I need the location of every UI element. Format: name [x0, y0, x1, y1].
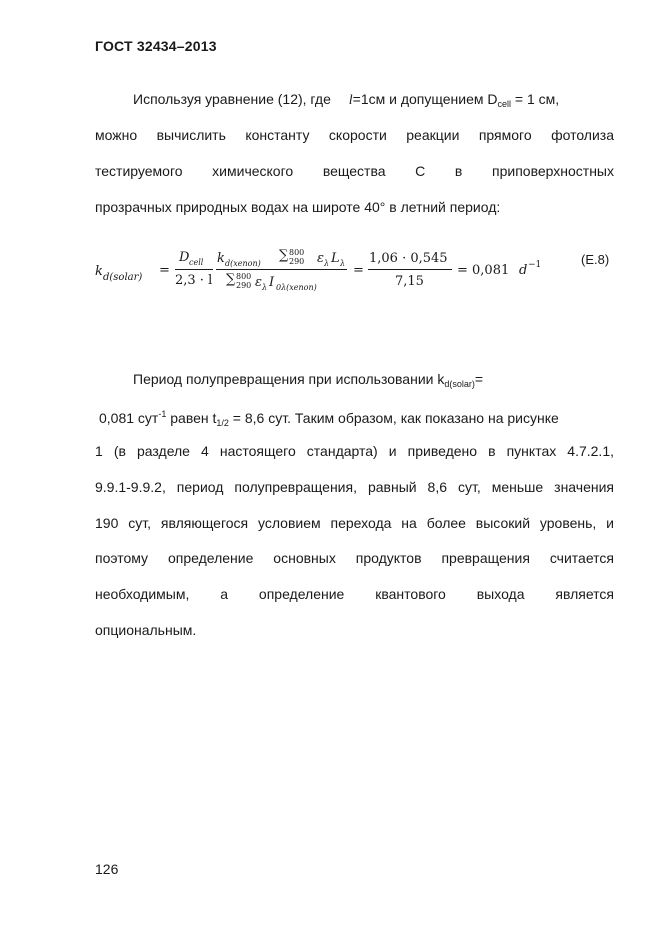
- eq-lhs-sub: d(solar): [103, 272, 143, 283]
- equation-e8: [95, 248, 555, 298]
- eq-frac2-den-eps-sub: λ: [262, 283, 268, 292]
- paragraph-2-line-7: необходимым, а определение квантового выхода является: [95, 586, 614, 602]
- p1-l1-text-c: = 1 см,: [511, 91, 560, 107]
- p2-l2-sup: -1: [158, 409, 167, 419]
- paragraph-2-line-4: 9.9.1-9.9.2, период полупревращения, равный 8,6 сут, меньше значения: [95, 479, 614, 495]
- paragraph-1-line-3: тестируемого химического вещества С в приповерхностных: [95, 163, 614, 179]
- eq-lhs-k: k: [95, 264, 103, 279]
- eq-frac2-den-lim-bot: 290: [236, 281, 252, 290]
- document-header: ГОСТ 32434–2013: [95, 38, 217, 54]
- eq-frac2-den-lim-top: 800: [236, 272, 252, 281]
- eq-frac2-bar: [216, 269, 347, 270]
- eq-frac1-bar: [175, 269, 213, 270]
- p2-l1-sub: d(solar): [444, 379, 475, 389]
- eq-frac2-den-eps: ε: [255, 275, 262, 290]
- eq-equals-2: =: [353, 263, 364, 278]
- eq-frac2-den-sum-icon: ∑: [226, 272, 236, 287]
- eq-frac2-sum-icon: ∑: [279, 248, 289, 263]
- p2-l2-text-c: = 8,6 сут. Таким образом, как показано на рисунке: [228, 410, 559, 426]
- eq-frac3-num: 1,06 · 0,545: [369, 251, 448, 266]
- p1-l1-l-symbol: l: [348, 93, 353, 108]
- paragraph-2-line-2: [99, 405, 614, 432]
- eq-frac2-L-sub: λ: [340, 259, 346, 268]
- eq-frac3-den: 7,15: [395, 274, 424, 289]
- paragraph-1-line-1: [133, 90, 614, 113]
- eq-frac1-num-sub: cell: [189, 258, 204, 267]
- eq-frac1-den: 2,3 · l: [175, 273, 213, 288]
- p2-l2-text-a: 0,081 сут: [99, 410, 159, 426]
- eq-unit-sup: −1: [528, 260, 542, 270]
- p1-l1-text-b: =1см и допущением D: [352, 91, 498, 107]
- p2-l1-text-a: Период полупревращения при использовании k: [133, 371, 445, 387]
- eq-frac2-lim-bot: 290: [289, 257, 305, 266]
- eq-frac3-bar: [368, 269, 452, 270]
- paragraph-1-line-4: прозрачных природных водах на широте 40° в летний период:: [95, 199, 501, 215]
- paragraph-2-line-6: поэтому определение основных продуктов превращения считается: [95, 550, 614, 566]
- eq-frac2-L: L: [331, 251, 340, 266]
- eq-equals-1: =: [159, 263, 170, 278]
- page-number: 126: [95, 861, 119, 877]
- paragraph-2-line-5: 190 сут, являющегося условием перехода на более высокий уровень, и: [95, 515, 614, 531]
- eq-frac2-eps-sub: λ: [324, 259, 330, 268]
- eq-frac2-eps: ε: [317, 251, 324, 266]
- equation-number: (Е.8): [581, 252, 610, 267]
- eq-frac1-num: D: [179, 250, 190, 265]
- eq-frac2-lim-top: 800: [289, 248, 305, 257]
- p2-l1-text-b: =: [474, 371, 484, 387]
- eq-frac2-den-I-sub: 0λ(xenon): [276, 283, 317, 292]
- p1-l1-sub: cell: [497, 99, 512, 109]
- paragraph-2-line-8: опциональным.: [95, 622, 197, 638]
- p2-l2-text-b: равен t: [166, 410, 217, 426]
- p2-l2-sub: 1/2: [216, 418, 229, 428]
- paragraph-2-line-1: [133, 370, 614, 393]
- eq-result: = 0,081: [457, 263, 510, 278]
- eq-frac2-den-I: I: [269, 275, 275, 290]
- paragraph-2-line-3: 1 (в разделе 4 настоящего стандарта) и приведено в пунктах 4.7.2.1,: [95, 443, 614, 459]
- eq-frac2-ksub: d(xenon): [225, 259, 261, 268]
- eq-frac2-k: k: [217, 251, 225, 266]
- paragraph-1-line-2: можно вычислить константу скорости реакции прямого фотолиза: [95, 127, 614, 143]
- p1-l1-text-a: Используя уравнение (12), где: [133, 91, 331, 107]
- eq-unit: d: [519, 263, 528, 278]
